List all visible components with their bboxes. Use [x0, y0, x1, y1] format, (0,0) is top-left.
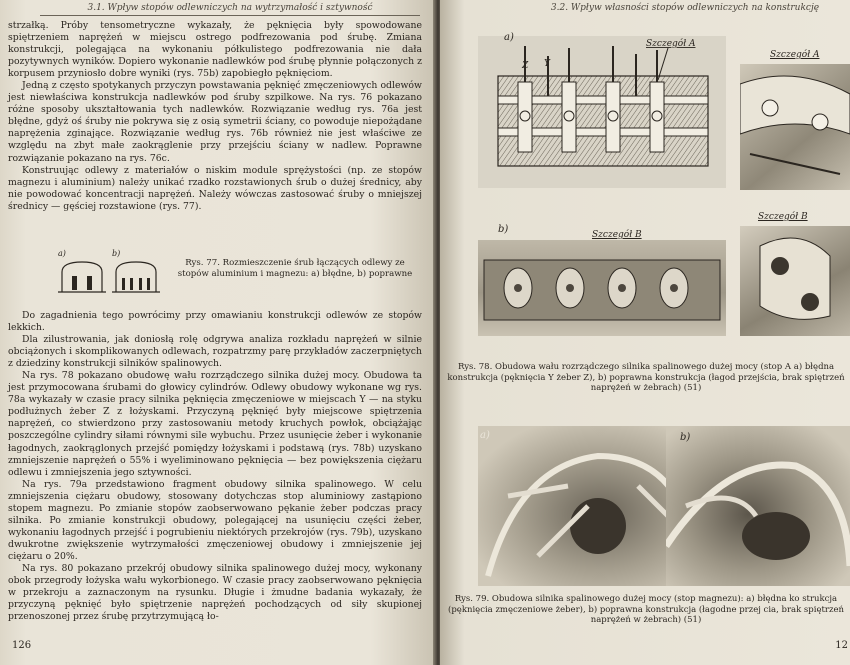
figure-79b-photo [666, 426, 850, 586]
fig78-label-b: b) [498, 224, 509, 235]
fig78-label-a: a) [504, 32, 514, 43]
fig78b-detail-label: Szczegół B [592, 230, 642, 240]
fig77-label-b: b) [112, 249, 121, 258]
camshaft-housing-drawing [478, 36, 726, 188]
detail-b-drawing [740, 226, 850, 336]
figure-77-caption: Rys. 77. Rozmieszczenie śrub łączących odlewy ze stopów aluminium i magnezu: a) błędne, b) poprawne [177, 258, 413, 279]
detail-a-title: Szczegół A [770, 50, 820, 60]
detail-b-title: Szczegół B [758, 212, 808, 222]
paragraph: Do zagadnienia tego powrócimy przy omawianiu konstrukcji odlewów ze stopów lekkich. [8, 310, 422, 334]
magnesium-housing-b [666, 426, 850, 586]
paragraph: Na rys. 78 pokazano obudowę wału rozrządczego silnika dużej mocy. Obudowa ta jest przymocowana śrubami do głowicy cylindrów. Odlewy obudowy wykonane wg rys. 78a wykazały w czasie pracy silnika pęknięcia zmęczeniowe w miejscach Y — na styku podłużnych żeber Z z łożyskami. Przyczyną pęknięć były miejscowe spiętrzenia naprężeń, co stwierdzono przy zastosowaniu metody kruchych powłok, obciążając poszczególne cylindry siłami równymi sile wybuchu. Przez usunięcie żeber i wykonanie łagodnych, zaokrąglonych przejść pomiędzy łożyskami i podstawą (rys. 78b) uzyskano zmniejszenie naprężeń o 55% i wyeliminowano pęknięcia — bez powiększenia ciężaru odlewu i zmniejszenia jego sztywności. [8, 370, 422, 478]
bolt-layout-sketch [56, 248, 166, 296]
fig77-label-a: a) [58, 249, 66, 258]
paragraph: Dla zilustrowania, jak doniosłą rolę odgrywa analiza rozkładu naprężeń w silnie obciążonych i skomplikowanych odlewach, rozpatrzmy parę przykładów zaczerpniętych z dziedziny konstrukcji silników spalinowych. [8, 334, 422, 370]
figure-78-caption: Rys. 78. Obudowa wału rozrządczego silnika spalinowego dużej mocy (stop A a) błędna konstrukcja (pęknięcia Y żeber Z), b) poprawna konstrukcja (łagod przejścia, brak spiętrzeń naprężeń w żebrach) (51) [447, 362, 845, 394]
paragraph: strzałką. Próby tensometryczne wykazały, że pęknięcia były spowodowane spiętrzeniem naprężeń w miejscu ostrego podfrezowania pod śrubę. Zmiana konstrukcji, polegająca na wykonaniu półkulistego podfrezowania nie dała pozytywnych wyników. Dopiero wykonanie nadlewków pod śrubę płynnie połączonych z korpusem przyniosło dobre wyniki (rys. 75b) zapobiegło pęknięciom. [8, 20, 422, 80]
fig78-detail-a-label: Szczegół A [646, 39, 696, 49]
detail-b-photo [740, 226, 850, 336]
paragraph: Na rys. 80 pokazano przekrój obudowy silnika spalinowego dużej mocy, wykonany obok przegrody łożyska wału wykorbionego. W czasie pracy zaobserwowano pęknięcia w przekroju a zaznaczonym na rysunku. Długie i żmudne badania wykazały, że przyczyną pęknięć było spiętrzenie naprężeń pochodzących od siły skupionej przenoszonej przez śrubę przytrzymującą ło- [8, 562, 422, 623]
left-body-top [8, 20, 422, 213]
improved-housing-drawing [478, 240, 726, 336]
left-body-bottom [8, 310, 422, 623]
paragraph: Konstruując odlewy z materiałów o niskim module sprężystości (np. ze stopów magnezu i aluminium) należy unikać rzadko rozstawionych śrub o dużej średnicy, aby nie powodować koncentracji naprężeń. Należy wówczas zastosować śruby o mniejszej średnicy — gęściej rozstawione (rys. 77). [8, 164, 422, 212]
fig79-label-b: b) [680, 432, 691, 443]
fig79-label-a: a) [480, 430, 490, 441]
figure-77 [56, 244, 426, 300]
detail-a-photo [740, 64, 850, 190]
figure-78a-engraving [478, 36, 726, 188]
right-page [440, 0, 850, 665]
figure-79-caption: Rys. 79. Obudowa silnika spalinowego dużej mocy (stop magnezu): a) błędna ko strukcja (pęknięcia zmęczeniowe żeber), b) poprawna konstrukcja (łagodne przej cia, brak spiętrzeń naprężeń w żebrach) (51) [448, 594, 844, 626]
right-running-head: 3.2. Wpływ własności stopów odlewniczych na konstrukcję [550, 3, 820, 13]
page-number-right: 12 [835, 640, 848, 651]
fig78-z-label: Z [522, 61, 529, 71]
page-number: 126 [12, 640, 32, 651]
left-running-head: 3.1. Wpływ stopów odlewniczych na wytrzymałość i sztywność [40, 3, 420, 16]
detail-a-drawing [740, 64, 850, 190]
paragraph: Na rys. 79a przedstawiono fragment obudowy silnika spalinowego. W celu zmniejszenia ciężaru obudowy, stosowany dotychczas stop aluminiowy zastąpiono stopem magnezu. Po zmianie stopów zaobserwowano pękanie żeber podczas pracy silnika. Po zmianie konstrukcji obudowy, polegającej na usunięciu części żeber, wykonaniu łagodnych przejść i pogrubieniu niektórych przekrojów (rys. 79b), uzyskano dwukrotne zwiększenie wytrzymałości zmęczeniowej obudowy i zmniejszenie jej ciężaru o 20%. [8, 478, 422, 562]
fig78-y-label: Y [544, 59, 550, 69]
figure-78b-photo [478, 240, 726, 336]
paragraph: Jedną z często spotykanych przyczyn powstawania pęknięć zmęczeniowych odlewów jest niewłaściwa konstrukcja nadlewków pod śruby szpilkowe. Na rys. 76 pokazano różne sposoby ukształtowania tych nadlewków. Rozwiązanie według rys. 76a jest błędne, gdyż oś śruby nie pokrywa się z osią symetrii ściany, co powoduje niepożądane naprężenia zginające. Rozwiązanie według rys. 76b również nie jest właściwe ze względu na zbyt małe zaokrąglenie przy przejściu ściany w nadlew. Poprawne rozwiązanie pokazano na rys. 76c. [8, 80, 422, 164]
